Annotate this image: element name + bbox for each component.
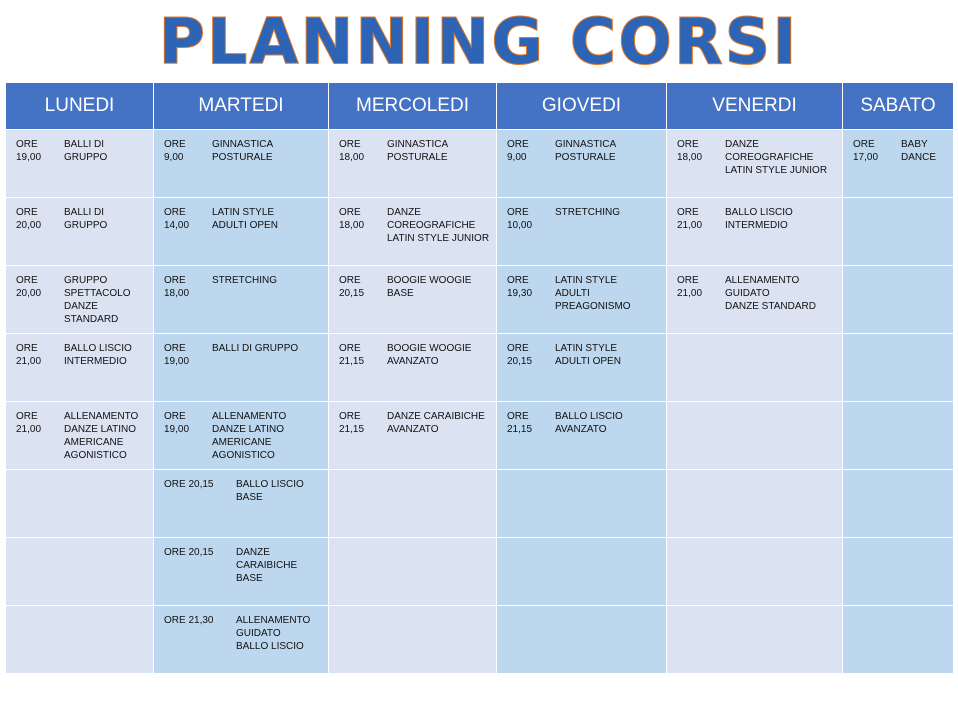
course-name: DANZE COREOGRAFICHE LATIN STYLE JUNIOR xyxy=(387,207,490,244)
schedule-cell-sabato xyxy=(843,198,954,266)
course-time: ORE 10,00 xyxy=(507,207,533,231)
schedule-cell-mercoledi xyxy=(329,266,497,334)
course-time: ORE 9,00 xyxy=(164,139,186,163)
course-name: STRETCHING xyxy=(212,275,277,286)
course-entry xyxy=(497,606,666,614)
schedule-cell-lunedi xyxy=(6,130,154,198)
schedule-cell-venerdi xyxy=(667,198,843,266)
course-entry xyxy=(154,470,328,504)
schedule-cell-lunedi xyxy=(6,470,154,538)
course-time: ORE 21,00 xyxy=(677,275,703,299)
course-entry xyxy=(497,402,666,436)
course-name: GINNASTICA POSTURALE xyxy=(212,139,274,163)
course-time: ORE 18,00 xyxy=(339,207,365,231)
course-entry xyxy=(667,198,842,232)
table-row xyxy=(6,334,954,402)
schedule-cell-venerdi xyxy=(667,538,843,606)
course-name: ALLENAMENTO GUIDATO BALLO LISCIO xyxy=(236,615,311,652)
schedule-cell-giovedi xyxy=(497,266,667,334)
course-name: LATIN STYLE ADULTI OPEN xyxy=(555,343,621,367)
schedule-cell-lunedi xyxy=(6,266,154,334)
course-time: ORE 18,00 xyxy=(164,275,190,299)
course-entry xyxy=(843,334,953,342)
course-name: DANZE CARAIBICHE BASE xyxy=(236,547,298,584)
schedule-cell-sabato xyxy=(843,266,954,334)
course-entry xyxy=(6,470,153,478)
schedule-cell-mercoledi xyxy=(329,402,497,470)
table-row xyxy=(6,606,954,674)
course-time: ORE 18,00 xyxy=(339,139,365,163)
course-entry xyxy=(497,470,666,478)
course-entry xyxy=(6,266,153,326)
course-entry xyxy=(667,470,842,478)
course-entry xyxy=(667,130,842,177)
course-time: ORE 20,15 xyxy=(164,547,214,558)
course-entry xyxy=(329,334,496,368)
course-name: BABY DANCE xyxy=(901,139,937,163)
schedule-cell-sabato xyxy=(843,606,954,674)
schedule-table xyxy=(5,82,954,674)
course-name: GINNASTICA POSTURALE xyxy=(387,139,449,163)
course-entry xyxy=(497,198,666,232)
course-entry xyxy=(329,402,496,436)
course-entry xyxy=(154,538,328,585)
day-header-giovedi: GIOVEDI xyxy=(497,83,667,130)
course-time: ORE 21,00 xyxy=(16,343,42,367)
course-name: BALLI DI GRUPPO xyxy=(64,207,108,231)
schedule-cell-martedi xyxy=(154,470,329,538)
course-name: LATIN STYLE ADULTI OPEN xyxy=(212,207,278,231)
schedule-cell-mercoledi xyxy=(329,198,497,266)
schedule-cell-venerdi xyxy=(667,470,843,538)
table-row xyxy=(6,266,954,334)
course-entry xyxy=(667,266,842,313)
schedule-cell-mercoledi xyxy=(329,470,497,538)
course-time: ORE 21,15 xyxy=(339,343,365,367)
schedule-cell-giovedi xyxy=(497,198,667,266)
schedule-cell-giovedi xyxy=(497,402,667,470)
schedule-cell-giovedi xyxy=(497,130,667,198)
course-time: ORE 20,15 xyxy=(164,479,214,490)
course-name: ALLENAMENTO DANZE LATINO AMERICANE AGONISTICO xyxy=(212,411,287,461)
course-entry xyxy=(667,606,842,614)
header-row xyxy=(6,83,954,130)
schedule-cell-martedi xyxy=(154,198,329,266)
course-time: ORE 20,15 xyxy=(339,275,365,299)
course-name: ALLENAMENTO GUIDATO DANZE STANDARD xyxy=(725,275,816,312)
schedule-cell-mercoledi xyxy=(329,334,497,402)
schedule-cell-lunedi xyxy=(6,538,154,606)
course-entry xyxy=(843,470,953,478)
course-entry xyxy=(843,198,953,206)
course-time: ORE 21,15 xyxy=(339,411,365,435)
schedule-cell-lunedi xyxy=(6,334,154,402)
course-name: BALLO LISCIO INTERMEDIO xyxy=(64,343,132,367)
course-entry xyxy=(154,402,328,462)
day-header-martedi: MARTEDI xyxy=(154,83,329,130)
course-time: ORE 21,30 xyxy=(164,615,214,626)
table-row xyxy=(6,198,954,266)
course-entry xyxy=(497,538,666,546)
course-name: BALLI DI GRUPPO xyxy=(64,139,108,163)
course-name: LATIN STYLE ADULTI PREAGONISMO xyxy=(555,275,631,312)
schedule-cell-venerdi xyxy=(667,606,843,674)
course-entry xyxy=(6,198,153,232)
table-row xyxy=(6,538,954,606)
table-row xyxy=(6,130,954,198)
course-entry xyxy=(6,130,153,164)
schedule-cell-sabato xyxy=(843,130,954,198)
course-time: ORE 21,00 xyxy=(677,207,703,231)
schedule-cell-martedi xyxy=(154,402,329,470)
course-entry xyxy=(329,266,496,300)
course-entry xyxy=(497,334,666,368)
schedule-cell-martedi xyxy=(154,266,329,334)
course-time: ORE 19,00 xyxy=(16,139,42,163)
day-header-lunedi: LUNEDI xyxy=(6,83,154,130)
course-entry xyxy=(329,538,496,546)
course-time: ORE 20,00 xyxy=(16,207,42,231)
course-name: BOOGIE WOOGIE BASE xyxy=(387,275,472,299)
course-entry xyxy=(6,606,153,614)
course-time: ORE 9,00 xyxy=(507,139,529,163)
schedule-cell-giovedi xyxy=(497,606,667,674)
course-time: ORE 19,30 xyxy=(507,275,533,299)
schedule-cell-venerdi xyxy=(667,334,843,402)
course-entry xyxy=(154,334,328,368)
course-time: ORE 21,15 xyxy=(507,411,533,435)
course-time: ORE 21,00 xyxy=(16,411,42,435)
schedule-cell-lunedi xyxy=(6,606,154,674)
day-header-sabato: SABATO xyxy=(843,83,954,130)
course-entry xyxy=(497,130,666,164)
course-name: BALLI DI GRUPPO xyxy=(212,343,299,354)
course-entry xyxy=(329,470,496,478)
course-time: ORE 19,00 xyxy=(164,343,190,367)
schedule-cell-venerdi xyxy=(667,130,843,198)
course-entry xyxy=(329,606,496,614)
schedule-cell-martedi xyxy=(154,606,329,674)
course-entry xyxy=(154,266,328,300)
schedule-cell-martedi xyxy=(154,130,329,198)
course-entry xyxy=(329,198,496,245)
course-entry xyxy=(329,130,496,164)
page-title: PLANNING CORSI xyxy=(159,5,799,78)
course-name: DANZE COREOGRAFICHE LATIN STYLE JUNIOR xyxy=(725,139,828,176)
schedule-cell-mercoledi xyxy=(329,538,497,606)
course-name: GINNASTICA POSTURALE xyxy=(555,139,617,163)
course-entry xyxy=(6,334,153,368)
course-time: ORE 14,00 xyxy=(164,207,190,231)
course-entry xyxy=(154,606,328,653)
course-entry xyxy=(667,402,842,410)
schedule-cell-giovedi xyxy=(497,334,667,402)
schedule-cell-sabato xyxy=(843,470,954,538)
course-name: ALLENAMENTO DANZE LATINO AMERICANE AGONISTICO xyxy=(64,411,139,461)
course-time: ORE 18,00 xyxy=(677,139,703,163)
course-entry xyxy=(154,130,328,164)
schedule-cell-martedi xyxy=(154,538,329,606)
schedule-cell-lunedi xyxy=(6,402,154,470)
course-name: BOOGIE WOOGIE AVANZATO xyxy=(387,343,472,367)
course-name: BALLO LISCIO BASE xyxy=(236,479,304,503)
course-entry xyxy=(6,402,153,462)
schedule-cell-martedi xyxy=(154,334,329,402)
course-time: ORE 20,15 xyxy=(507,343,533,367)
course-entry xyxy=(667,334,842,342)
schedule-cell-giovedi xyxy=(497,538,667,606)
course-entry xyxy=(843,266,953,274)
schedule-cell-lunedi xyxy=(6,198,154,266)
course-name: BALLO LISCIO AVANZATO xyxy=(555,411,623,435)
course-entry xyxy=(843,402,953,410)
table-row xyxy=(6,402,954,470)
course-entry xyxy=(843,538,953,546)
schedule-cell-giovedi xyxy=(497,470,667,538)
course-name: BALLO LISCIO INTERMEDIO xyxy=(725,207,793,231)
schedule-cell-sabato xyxy=(843,402,954,470)
course-entry xyxy=(843,606,953,614)
table-row xyxy=(6,470,954,538)
schedule-cell-mercoledi xyxy=(329,130,497,198)
schedule-cell-mercoledi xyxy=(329,606,497,674)
schedule-body xyxy=(6,130,954,674)
course-time: ORE 20,00 xyxy=(16,275,42,299)
schedule-cell-venerdi xyxy=(667,402,843,470)
day-header-venerdi: VENERDI xyxy=(667,83,843,130)
course-entry xyxy=(6,538,153,546)
schedule-cell-venerdi xyxy=(667,266,843,334)
course-name: GRUPPO SPETTACOLO DANZE STANDARD xyxy=(64,275,131,325)
course-entry xyxy=(843,130,953,164)
course-time: ORE 19,00 xyxy=(164,411,190,435)
course-entry xyxy=(497,266,666,313)
schedule-cell-sabato xyxy=(843,334,954,402)
course-entry xyxy=(667,538,842,546)
course-entry xyxy=(154,198,328,232)
course-time: ORE 17,00 xyxy=(853,139,879,163)
day-header-mercoledi: MERCOLEDI xyxy=(329,83,497,130)
schedule-cell-sabato xyxy=(843,538,954,606)
course-name: DANZE CARAIBICHE AVANZATO xyxy=(387,411,485,435)
course-name: STRETCHING xyxy=(555,207,620,218)
